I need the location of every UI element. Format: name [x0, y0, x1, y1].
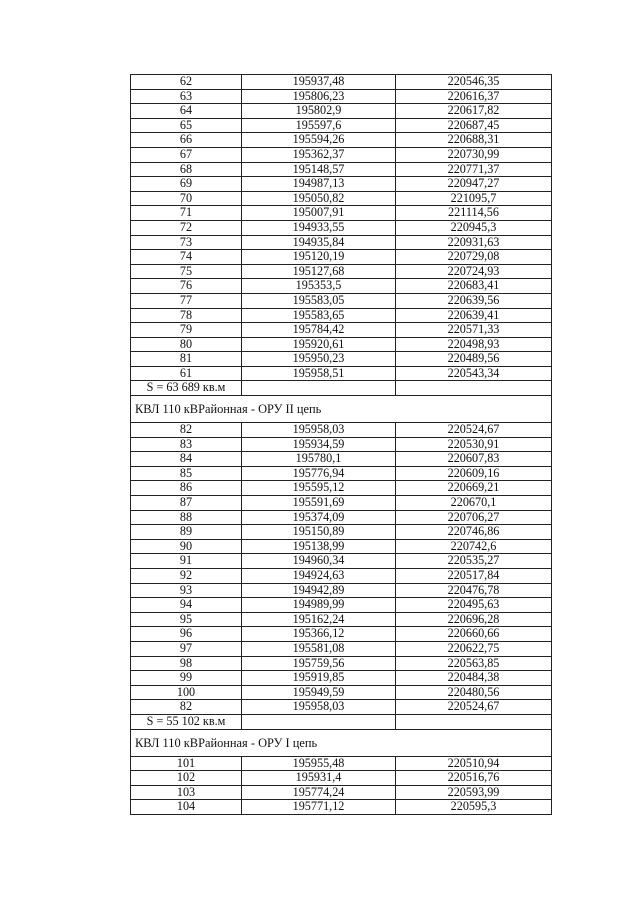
x-coordinate-cell: 195138,99	[242, 539, 396, 554]
point-number-cell: 90	[131, 539, 242, 554]
x-coordinate-cell: 195759,56	[242, 656, 396, 671]
empty-cell	[242, 381, 396, 396]
table-row	[131, 104, 552, 119]
x-coordinate-cell: 194989,99	[242, 598, 396, 613]
y-coordinate-cell: 221114,56	[396, 206, 552, 221]
empty-cell	[396, 714, 552, 729]
x-coordinate-cell: 195595,12	[242, 481, 396, 496]
point-number-cell: 65	[131, 118, 242, 133]
table-row	[131, 598, 552, 613]
point-number-cell: 77	[131, 293, 242, 308]
y-coordinate-cell: 220530,91	[396, 437, 552, 452]
x-coordinate-cell: 194935,84	[242, 235, 396, 250]
table-row	[131, 235, 552, 250]
y-coordinate-cell: 220495,63	[396, 598, 552, 613]
table-row	[131, 612, 552, 627]
coordinates-table	[130, 74, 552, 815]
x-coordinate-cell: 195120,19	[242, 250, 396, 265]
y-coordinate-cell: 220524,67	[396, 423, 552, 438]
y-coordinate-cell: 220706,27	[396, 510, 552, 525]
table-row	[131, 293, 552, 308]
y-coordinate-cell: 220524,67	[396, 700, 552, 715]
empty-cell	[242, 714, 396, 729]
table-row	[131, 771, 552, 786]
point-number-cell: 104	[131, 800, 242, 815]
table-row	[131, 177, 552, 192]
table-row	[131, 89, 552, 104]
y-coordinate-cell: 220730,99	[396, 147, 552, 162]
y-coordinate-cell: 220931,63	[396, 235, 552, 250]
table-row	[131, 162, 552, 177]
point-number-cell: 67	[131, 147, 242, 162]
table-row	[131, 250, 552, 265]
y-coordinate-cell: 220593,99	[396, 785, 552, 800]
table-row	[131, 366, 552, 381]
y-coordinate-cell: 220746,86	[396, 525, 552, 540]
y-coordinate-cell: 220622,75	[396, 641, 552, 656]
point-number-cell: 85	[131, 466, 242, 481]
point-number-cell: 96	[131, 627, 242, 642]
y-coordinate-cell: 220945,3	[396, 220, 552, 235]
table-row	[131, 133, 552, 148]
point-number-cell: 69	[131, 177, 242, 192]
x-coordinate-cell: 195958,51	[242, 366, 396, 381]
point-number-cell: 75	[131, 264, 242, 279]
x-coordinate-cell: 195162,24	[242, 612, 396, 627]
table-row	[131, 352, 552, 367]
point-number-cell: 83	[131, 437, 242, 452]
x-coordinate-cell: 195937,48	[242, 75, 396, 90]
x-coordinate-cell: 195007,91	[242, 206, 396, 221]
table-row	[131, 220, 552, 235]
x-coordinate-cell: 195774,24	[242, 785, 396, 800]
table-row	[131, 627, 552, 642]
point-number-cell: 76	[131, 279, 242, 294]
x-coordinate-cell: 195050,82	[242, 191, 396, 206]
y-coordinate-cell: 221095,7	[396, 191, 552, 206]
table-row	[131, 191, 552, 206]
table-row	[131, 466, 552, 481]
table-row	[131, 800, 552, 815]
table-row	[131, 452, 552, 467]
x-coordinate-cell: 195374,09	[242, 510, 396, 525]
y-coordinate-cell: 220724,93	[396, 264, 552, 279]
y-coordinate-cell: 220498,93	[396, 337, 552, 352]
x-coordinate-cell: 195950,23	[242, 352, 396, 367]
x-coordinate-cell: 195597,6	[242, 118, 396, 133]
y-coordinate-cell: 220489,56	[396, 352, 552, 367]
section-heading-row	[131, 396, 552, 423]
x-coordinate-cell: 194933,55	[242, 220, 396, 235]
y-coordinate-cell: 220480,56	[396, 685, 552, 700]
x-coordinate-cell: 195949,59	[242, 685, 396, 700]
point-number-cell: 78	[131, 308, 242, 323]
point-number-cell: 61	[131, 366, 242, 381]
y-coordinate-cell: 220669,21	[396, 481, 552, 496]
point-number-cell: 103	[131, 785, 242, 800]
x-coordinate-cell: 195366,12	[242, 627, 396, 642]
x-coordinate-cell: 195771,12	[242, 800, 396, 815]
section-heading-row	[131, 729, 552, 756]
y-coordinate-cell: 220546,35	[396, 75, 552, 90]
table-row	[131, 785, 552, 800]
point-number-cell: 73	[131, 235, 242, 250]
y-coordinate-cell: 220571,33	[396, 323, 552, 338]
point-number-cell: 91	[131, 554, 242, 569]
y-coordinate-cell: 220476,78	[396, 583, 552, 598]
point-number-cell: 81	[131, 352, 242, 367]
y-coordinate-cell: 220683,41	[396, 279, 552, 294]
point-number-cell: 100	[131, 685, 242, 700]
table-row	[131, 756, 552, 771]
y-coordinate-cell: 220543,34	[396, 366, 552, 381]
table-row	[131, 700, 552, 715]
section-heading: КВЛ 110 кВРайонная - ОРУ II цепь	[131, 396, 552, 423]
x-coordinate-cell: 195919,85	[242, 671, 396, 686]
point-number-cell: 89	[131, 525, 242, 540]
table-row	[131, 323, 552, 338]
x-coordinate-cell: 195920,61	[242, 337, 396, 352]
area-row	[131, 381, 552, 396]
area-value: S = 55 102 кв.м	[131, 714, 242, 729]
table-row	[131, 118, 552, 133]
table-row	[131, 525, 552, 540]
y-coordinate-cell: 220639,56	[396, 293, 552, 308]
point-number-cell: 72	[131, 220, 242, 235]
x-coordinate-cell: 195802,9	[242, 104, 396, 119]
y-coordinate-cell: 220517,84	[396, 569, 552, 584]
point-number-cell: 68	[131, 162, 242, 177]
y-coordinate-cell: 220595,3	[396, 800, 552, 815]
y-coordinate-cell: 220516,76	[396, 771, 552, 786]
table-row	[131, 641, 552, 656]
x-coordinate-cell: 195780,1	[242, 452, 396, 467]
point-number-cell: 86	[131, 481, 242, 496]
x-coordinate-cell: 195958,03	[242, 700, 396, 715]
y-coordinate-cell: 220670,1	[396, 496, 552, 511]
table-row	[131, 423, 552, 438]
y-coordinate-cell: 220607,83	[396, 452, 552, 467]
point-number-cell: 102	[131, 771, 242, 786]
point-number-cell: 71	[131, 206, 242, 221]
y-coordinate-cell: 220639,41	[396, 308, 552, 323]
x-coordinate-cell: 195776,94	[242, 466, 396, 481]
x-coordinate-cell: 195958,03	[242, 423, 396, 438]
x-coordinate-cell: 195583,65	[242, 308, 396, 323]
table-row	[131, 337, 552, 352]
table-row	[131, 308, 552, 323]
x-coordinate-cell: 195931,4	[242, 771, 396, 786]
x-coordinate-cell: 195148,57	[242, 162, 396, 177]
point-number-cell: 87	[131, 496, 242, 511]
table-row	[131, 75, 552, 90]
y-coordinate-cell: 220771,37	[396, 162, 552, 177]
x-coordinate-cell: 195806,23	[242, 89, 396, 104]
point-number-cell: 93	[131, 583, 242, 598]
x-coordinate-cell: 195362,37	[242, 147, 396, 162]
point-number-cell: 66	[131, 133, 242, 148]
y-coordinate-cell: 220729,08	[396, 250, 552, 265]
point-number-cell: 82	[131, 423, 242, 438]
x-coordinate-cell: 194924,63	[242, 569, 396, 584]
x-coordinate-cell: 195784,42	[242, 323, 396, 338]
point-number-cell: 63	[131, 89, 242, 104]
point-number-cell: 98	[131, 656, 242, 671]
table-row	[131, 496, 552, 511]
table-row	[131, 481, 552, 496]
x-coordinate-cell: 194987,13	[242, 177, 396, 192]
point-number-cell: 70	[131, 191, 242, 206]
x-coordinate-cell: 194960,34	[242, 554, 396, 569]
y-coordinate-cell: 220616,37	[396, 89, 552, 104]
empty-cell	[396, 381, 552, 396]
y-coordinate-cell: 220484,38	[396, 671, 552, 686]
table-row	[131, 656, 552, 671]
x-coordinate-cell: 195591,69	[242, 496, 396, 511]
y-coordinate-cell: 220535,27	[396, 554, 552, 569]
table-row	[131, 671, 552, 686]
y-coordinate-cell: 220742,6	[396, 539, 552, 554]
x-coordinate-cell: 195583,05	[242, 293, 396, 308]
table-row	[131, 264, 552, 279]
x-coordinate-cell: 195581,08	[242, 641, 396, 656]
y-coordinate-cell: 220609,16	[396, 466, 552, 481]
point-number-cell: 62	[131, 75, 242, 90]
table-row	[131, 554, 552, 569]
y-coordinate-cell: 220947,27	[396, 177, 552, 192]
x-coordinate-cell: 195955,48	[242, 756, 396, 771]
table-row	[131, 685, 552, 700]
x-coordinate-cell: 195353,5	[242, 279, 396, 294]
table-row	[131, 539, 552, 554]
table-row	[131, 206, 552, 221]
section-heading: КВЛ 110 кВРайонная - ОРУ I цепь	[131, 729, 552, 756]
x-coordinate-cell: 195150,89	[242, 525, 396, 540]
point-number-cell: 101	[131, 756, 242, 771]
point-number-cell: 79	[131, 323, 242, 338]
point-number-cell: 97	[131, 641, 242, 656]
table-row	[131, 437, 552, 452]
point-number-cell: 84	[131, 452, 242, 467]
y-coordinate-cell: 220617,82	[396, 104, 552, 119]
point-number-cell: 74	[131, 250, 242, 265]
point-number-cell: 99	[131, 671, 242, 686]
table-row	[131, 569, 552, 584]
table-row	[131, 147, 552, 162]
area-row	[131, 714, 552, 729]
table-row	[131, 583, 552, 598]
table-row	[131, 279, 552, 294]
table-row	[131, 510, 552, 525]
point-number-cell: 88	[131, 510, 242, 525]
point-number-cell: 94	[131, 598, 242, 613]
y-coordinate-cell: 220510,94	[396, 756, 552, 771]
y-coordinate-cell: 220563,85	[396, 656, 552, 671]
point-number-cell: 80	[131, 337, 242, 352]
x-coordinate-cell: 194942,89	[242, 583, 396, 598]
point-number-cell: 64	[131, 104, 242, 119]
point-number-cell: 95	[131, 612, 242, 627]
x-coordinate-cell: 195127,68	[242, 264, 396, 279]
y-coordinate-cell: 220696,28	[396, 612, 552, 627]
y-coordinate-cell: 220660,66	[396, 627, 552, 642]
y-coordinate-cell: 220687,45	[396, 118, 552, 133]
point-number-cell: 82	[131, 700, 242, 715]
area-value: S = 63 689 кв.м	[131, 381, 242, 396]
x-coordinate-cell: 195594,26	[242, 133, 396, 148]
y-coordinate-cell: 220688,31	[396, 133, 552, 148]
coordinates-table-body	[131, 75, 552, 815]
point-number-cell: 92	[131, 569, 242, 584]
x-coordinate-cell: 195934,59	[242, 437, 396, 452]
